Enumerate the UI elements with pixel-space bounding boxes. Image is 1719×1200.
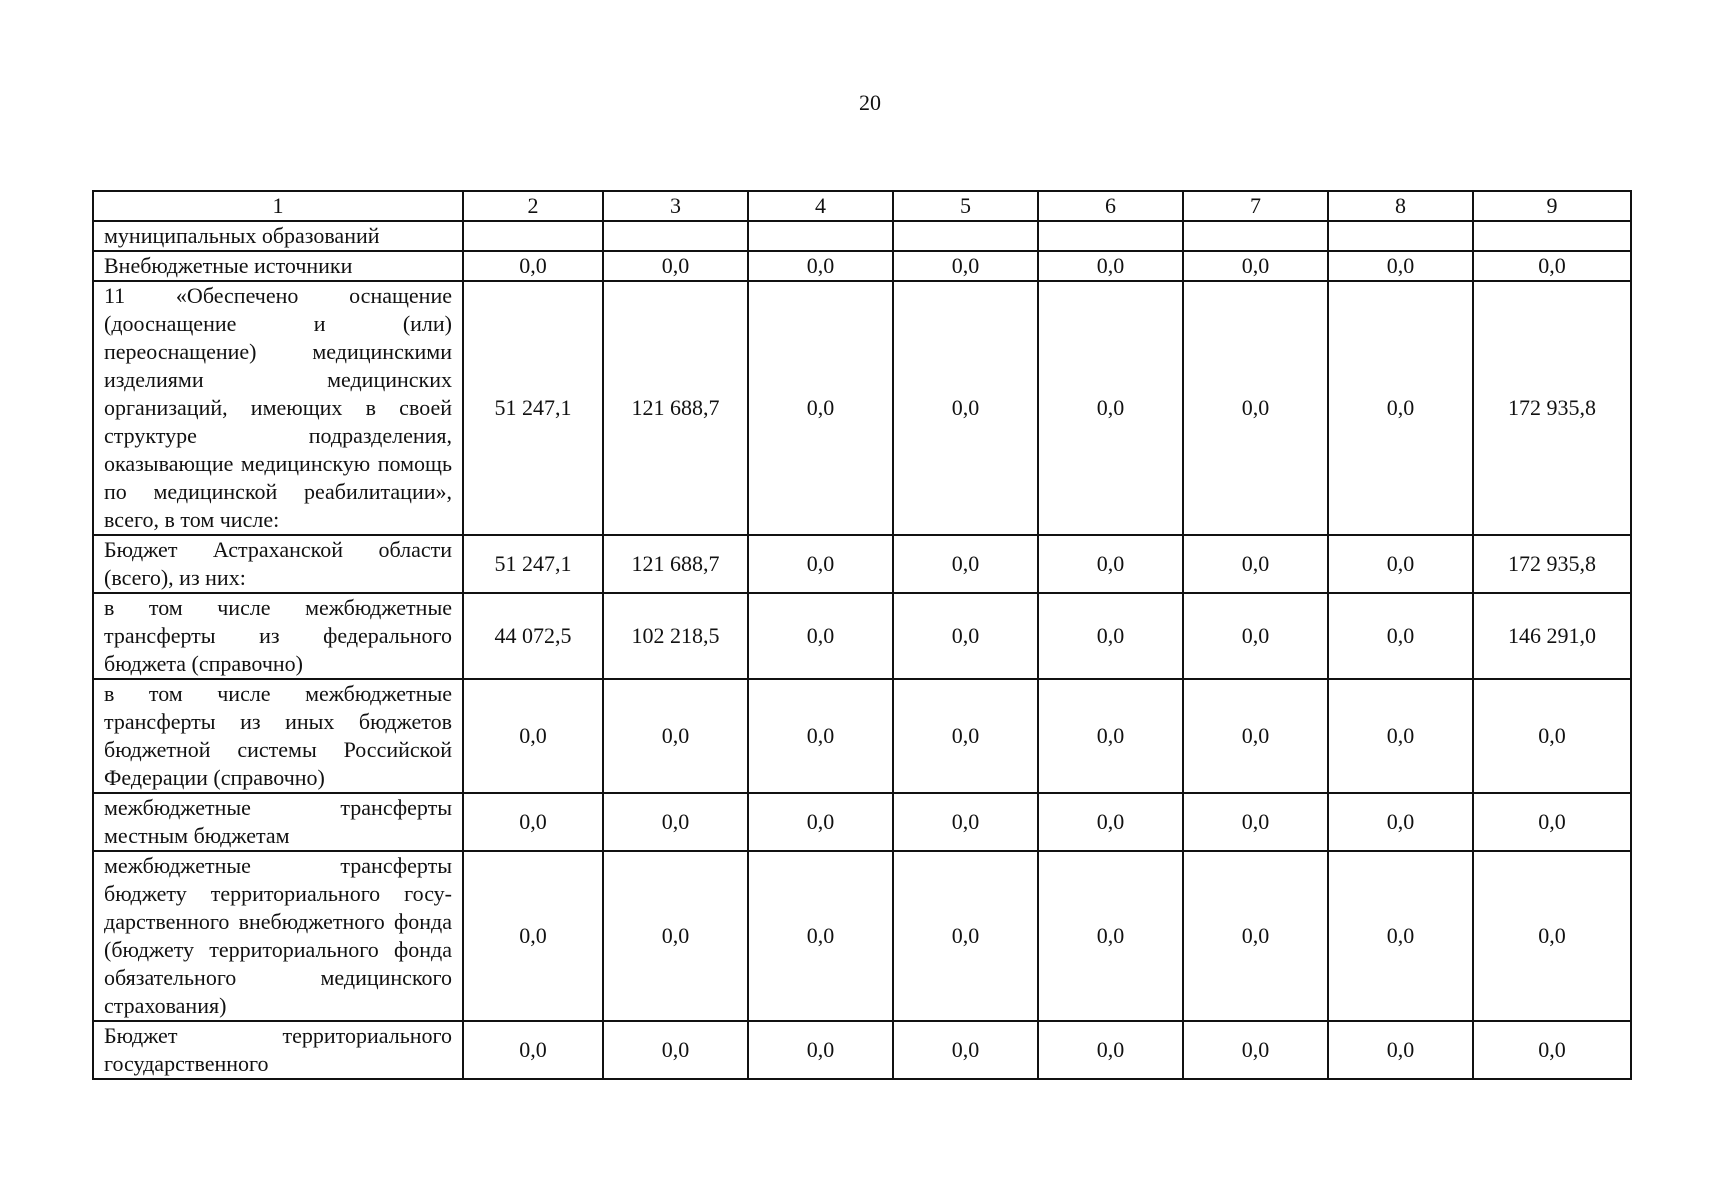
value-cell: 0,0 bbox=[893, 1021, 1038, 1079]
value-cell: 121 688,7 bbox=[603, 535, 748, 593]
value-cell: 0,0 bbox=[748, 281, 893, 535]
value-cell: 0,0 bbox=[1328, 793, 1473, 851]
value-cell: 0,0 bbox=[463, 679, 603, 793]
value-cell: 172 935,8 bbox=[1473, 281, 1631, 535]
column-number: 5 bbox=[893, 191, 1038, 221]
value-cell: 0,0 bbox=[748, 1021, 893, 1079]
table-row bbox=[93, 851, 1631, 1021]
value-cell: 0,0 bbox=[603, 251, 748, 281]
value-cell bbox=[1038, 221, 1183, 251]
column-number: 1 bbox=[93, 191, 463, 221]
value-cell: 0,0 bbox=[1038, 535, 1183, 593]
value-cell: 0,0 bbox=[1328, 535, 1473, 593]
value-cell: 0,0 bbox=[1473, 251, 1631, 281]
value-cell: 146 291,0 bbox=[1473, 593, 1631, 679]
value-cell: 0,0 bbox=[1183, 679, 1328, 793]
value-cell: 0,0 bbox=[1038, 593, 1183, 679]
value-cell: 0,0 bbox=[748, 793, 893, 851]
column-number: 3 bbox=[603, 191, 748, 221]
value-cell: 0,0 bbox=[1183, 535, 1328, 593]
value-cell bbox=[1183, 221, 1328, 251]
value-cell bbox=[748, 221, 893, 251]
budget-table bbox=[92, 190, 1632, 1080]
value-cell: 0,0 bbox=[1038, 851, 1183, 1021]
value-cell: 0,0 bbox=[1183, 251, 1328, 281]
value-cell: 0,0 bbox=[1328, 851, 1473, 1021]
row-label: межбюджетные трансферты бюджету территориального госу-дарственного внебюджетного фонда (бюджету территориального фонда обязательного медицинского страхования) bbox=[93, 851, 463, 1021]
value-cell: 0,0 bbox=[603, 851, 748, 1021]
value-cell: 0,0 bbox=[893, 251, 1038, 281]
row-label: Внебюджетные источники bbox=[93, 251, 463, 281]
value-cell: 0,0 bbox=[1183, 281, 1328, 535]
value-cell: 0,0 bbox=[748, 251, 893, 281]
row-label: в том числе межбюджетные трансферты из иных бюджетов бюджетной системы Российской Федерации (справочно) bbox=[93, 679, 463, 793]
value-cell: 0,0 bbox=[1328, 1021, 1473, 1079]
value-cell: 0,0 bbox=[1328, 251, 1473, 281]
value-cell: 0,0 bbox=[463, 1021, 603, 1079]
column-number-row bbox=[93, 191, 1631, 221]
value-cell: 0,0 bbox=[603, 1021, 748, 1079]
value-cell: 0,0 bbox=[1183, 851, 1328, 1021]
value-cell: 0,0 bbox=[1183, 793, 1328, 851]
row-label: Бюджет Астраханской области (всего), из них: bbox=[93, 535, 463, 593]
value-cell: 102 218,5 bbox=[603, 593, 748, 679]
value-cell: 0,0 bbox=[893, 679, 1038, 793]
value-cell: 0,0 bbox=[1473, 679, 1631, 793]
table-row bbox=[93, 1021, 1631, 1079]
column-number: 4 bbox=[748, 191, 893, 221]
column-number: 2 bbox=[463, 191, 603, 221]
value-cell bbox=[1328, 221, 1473, 251]
page-number: 20 bbox=[859, 90, 881, 115]
table-row bbox=[93, 535, 1631, 593]
value-cell: 0,0 bbox=[463, 851, 603, 1021]
value-cell: 44 072,5 bbox=[463, 593, 603, 679]
value-cell: 0,0 bbox=[1328, 281, 1473, 535]
value-cell: 0,0 bbox=[1473, 1021, 1631, 1079]
value-cell: 0,0 bbox=[1183, 593, 1328, 679]
table-row bbox=[93, 679, 1631, 793]
value-cell: 51 247,1 bbox=[463, 535, 603, 593]
table-row bbox=[93, 793, 1631, 851]
value-cell: 0,0 bbox=[603, 679, 748, 793]
table-row bbox=[93, 251, 1631, 281]
value-cell bbox=[463, 221, 603, 251]
value-cell: 0,0 bbox=[1038, 679, 1183, 793]
value-cell: 0,0 bbox=[893, 535, 1038, 593]
column-number: 9 bbox=[1473, 191, 1631, 221]
table-row bbox=[93, 281, 1631, 535]
value-cell: 0,0 bbox=[748, 593, 893, 679]
value-cell: 0,0 bbox=[748, 851, 893, 1021]
value-cell bbox=[1473, 221, 1631, 251]
value-cell bbox=[893, 221, 1038, 251]
value-cell: 0,0 bbox=[1473, 793, 1631, 851]
value-cell: 0,0 bbox=[463, 793, 603, 851]
value-cell: 0,0 bbox=[463, 251, 603, 281]
value-cell: 172 935,8 bbox=[1473, 535, 1631, 593]
value-cell: 121 688,7 bbox=[603, 281, 748, 535]
value-cell: 0,0 bbox=[1328, 679, 1473, 793]
table-row bbox=[93, 221, 1631, 251]
value-cell: 0,0 bbox=[893, 851, 1038, 1021]
table-row bbox=[93, 593, 1631, 679]
column-number: 8 bbox=[1328, 191, 1473, 221]
value-cell: 0,0 bbox=[1038, 251, 1183, 281]
value-cell: 0,0 bbox=[748, 679, 893, 793]
value-cell: 0,0 bbox=[1038, 793, 1183, 851]
value-cell: 0,0 bbox=[1473, 851, 1631, 1021]
value-cell: 0,0 bbox=[1328, 593, 1473, 679]
value-cell: 0,0 bbox=[1038, 281, 1183, 535]
column-number: 6 bbox=[1038, 191, 1183, 221]
value-cell: 51 247,1 bbox=[463, 281, 603, 535]
value-cell: 0,0 bbox=[603, 793, 748, 851]
value-cell: 0,0 bbox=[748, 535, 893, 593]
row-label: 11 «Обеспечено оснащение (дооснащение и (или) переоснащение) медицинскими изделиями медицинских организаций, имеющих в своей структуре подразделения, оказывающие медицинскую помощь по медицинской реабилитации», всего, в том числе: bbox=[93, 281, 463, 535]
row-label: в том числе межбюджетные трансферты из федерального бюджета (справочно) bbox=[93, 593, 463, 679]
column-number: 7 bbox=[1183, 191, 1328, 221]
value-cell: 0,0 bbox=[893, 593, 1038, 679]
value-cell: 0,0 bbox=[1183, 1021, 1328, 1079]
row-label: Бюджет территориального государственного bbox=[93, 1021, 463, 1079]
row-label: межбюджетные трансферты местным бюджетам bbox=[93, 793, 463, 851]
value-cell bbox=[603, 221, 748, 251]
row-label: муниципальных образований bbox=[93, 221, 463, 251]
value-cell: 0,0 bbox=[893, 281, 1038, 535]
value-cell: 0,0 bbox=[1038, 1021, 1183, 1079]
value-cell: 0,0 bbox=[893, 793, 1038, 851]
